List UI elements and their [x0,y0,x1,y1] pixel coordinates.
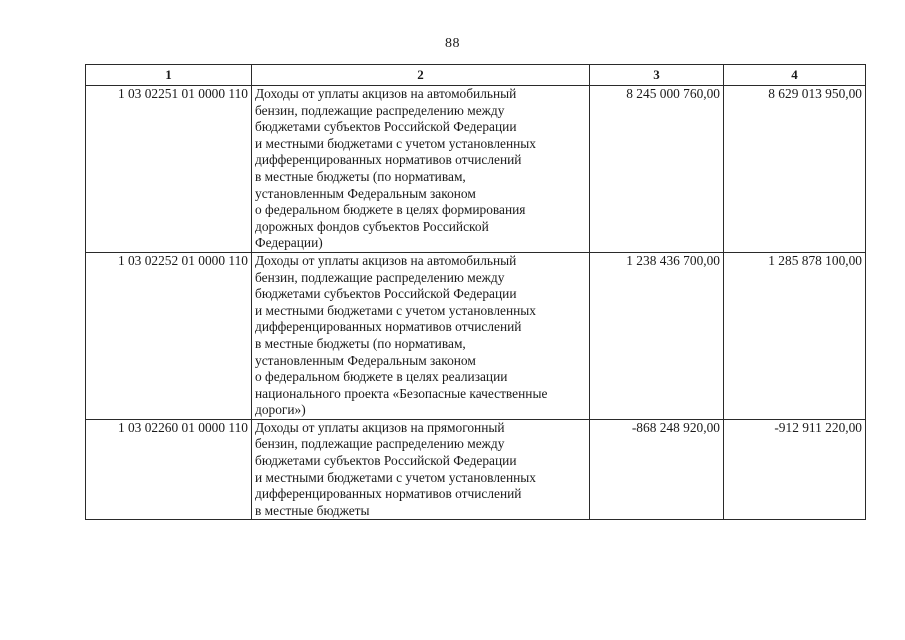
description-line: дорожных фондов субъектов Российской [255,218,489,234]
description-line: бюджетами субъектов Российской Федерации [255,286,517,302]
header-col-2: 2 [252,65,590,86]
row-value-col4: -912 911 220,00 [724,419,866,520]
row-description [252,419,590,520]
header-col-4: 4 [724,65,866,86]
description-line: дифференцированных нормативов отчислений [255,152,522,168]
row-code: 1 03 02252 01 0000 110 [86,252,252,419]
description-line: бензин, подлежащие распределению между [255,102,505,118]
row-value-col3: -868 248 920,00 [590,419,724,520]
row-value-col4: 1 285 878 100,00 [724,252,866,419]
table-row [86,86,866,253]
budget-revenue-table [85,64,866,520]
description-line: дороги») [255,402,306,418]
description-line: Доходы от уплаты акцизов на автомобильный [255,252,517,268]
description-line: и местными бюджетами с учетом установленных [255,469,536,485]
table-body [86,86,866,520]
page-number: 88 [445,36,460,51]
row-value-col4: 8 629 013 950,00 [724,86,866,253]
description-line: Доходы от уплаты акцизов на автомобильный [255,86,517,101]
description-line: установленным Федеральным законом [255,185,476,201]
description-line: в местные бюджеты (по нормативам, [255,335,466,351]
table-row [86,419,866,520]
description-line: и местными бюджетами с учетом установленных [255,302,536,318]
row-code: 1 03 02260 01 0000 110 [86,419,252,520]
header-col-3: 3 [590,65,724,86]
description-line: бюджетами субъектов Российской Федерации [255,119,517,135]
description-line: бюджетами субъектов Российской Федерации [255,453,517,469]
description-line: Доходы от уплаты акцизов на прямогонный [255,419,505,435]
description-line: и местными бюджетами с учетом установленных [255,135,536,151]
row-description [252,86,590,253]
description-line: бензин, подлежащие распределению между [255,436,505,452]
description-line: национального проекта «Безопасные качественные [255,385,548,401]
table-header-row [86,65,866,86]
description-line: в местные бюджеты [255,502,370,518]
table-row [86,252,866,419]
description-line: Федерации) [255,235,323,251]
row-value-col3: 8 245 000 760,00 [590,86,724,253]
header-col-1: 1 [86,65,252,86]
row-value-col3: 1 238 436 700,00 [590,252,724,419]
description-line: о федеральном бюджете в целях формирования [255,202,526,218]
row-description [252,252,590,419]
description-line: дифференцированных нормативов отчислений [255,486,522,502]
description-line: дифференцированных нормативов отчислений [255,319,522,335]
row-code: 1 03 02251 01 0000 110 [86,86,252,253]
description-line: бензин, подлежащие распределению между [255,269,505,285]
description-line: о федеральном бюджете в целях реализации [255,369,508,385]
description-line: в местные бюджеты (по нормативам, [255,168,466,184]
description-line: установленным Федеральным законом [255,352,476,368]
